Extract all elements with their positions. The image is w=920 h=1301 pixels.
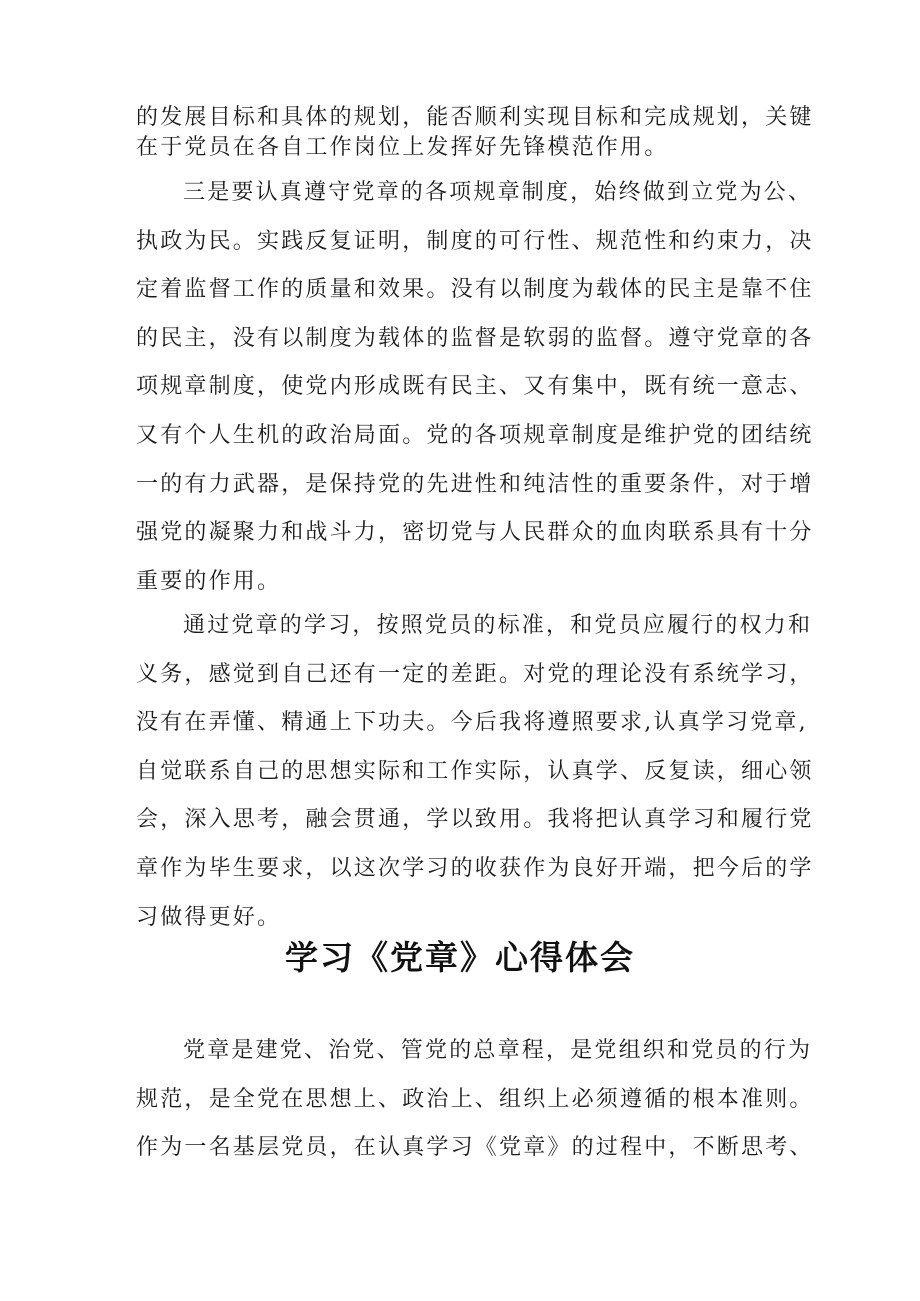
paragraph-party-constitution-intro (136, 1027, 814, 1173)
text-line: 定着监督工作的质量和效果。没有以制度为载体的民主是靠不住 (136, 277, 814, 303)
text-line: 项规章制度，使党内形成既有民主、又有集中，既有统一意志、 (136, 374, 814, 400)
text-line: 习做得更好。 (136, 904, 282, 930)
text-line: 会，深入思考，融会贯通，学以致用。我将把认真学习和履行党 (136, 807, 814, 833)
text-line: 章作为毕生要求，以这次学习的收获作为良好开端，把今后的学 (136, 855, 814, 881)
text-line: 自觉联系自己的思想实际和工作实际，认真学、反复读，细心领 (136, 758, 814, 784)
section-title: 学习《党章》心得体会 (285, 938, 635, 977)
paragraph-study-reflection (136, 602, 814, 942)
text-line: 强党的凝聚力和战斗力，密切党与人民群众的血肉联系具有十分 (136, 520, 814, 546)
text-line: 没有在弄懂、精通上下功夫。今后我将遵照要求,认真学习党章, (136, 710, 808, 736)
text-line: 义务，感觉到自己还有一定的差距。对党的理论没有系统学习， (136, 661, 814, 687)
continuation-paragraph (136, 103, 814, 163)
text-line: 三是要认真遵守党章的各项规章制度，始终做到立党为公、 (183, 180, 813, 205)
paragraph-rules-and-regulations (136, 169, 814, 606)
text-line: 重要的作用。 (136, 568, 282, 594)
text-line: 执政为民。实践反复证明，制度的可行性、规范性和约束力，决 (136, 228, 814, 254)
text-line: 一的有力武器，是保持党的先进性和纯洁性的重要条件，对于增 (136, 471, 814, 497)
text-line: 的发展目标和具体的规划，能否顺利实现目标和完成规划，关键 (136, 105, 814, 130)
text-line: 通过党章的学习，按照党员的标准，和党员应履行的权力和 (183, 613, 813, 638)
text-line: 规范，是全党在思想上、政治上、组织上必须遵循的根本准则。 (136, 1086, 814, 1112)
text-line: 作为一名基层党员，在认真学习《党章》的过程中，不断思考、 (136, 1135, 814, 1161)
text-line: 的民主，没有以制度为载体的监督是软弱的监督。遵守党章的各 (136, 325, 814, 351)
text-line: 党章是建党、治党、管党的总章程，是党组织和党员的行为 (183, 1038, 813, 1063)
text-line: 在于党员在各自工作岗位上发挥好先锋模范作用。 (136, 135, 669, 160)
text-line: 又有个人生机的政治局面。党的各项规章制度是维护党的团结统 (136, 422, 814, 448)
